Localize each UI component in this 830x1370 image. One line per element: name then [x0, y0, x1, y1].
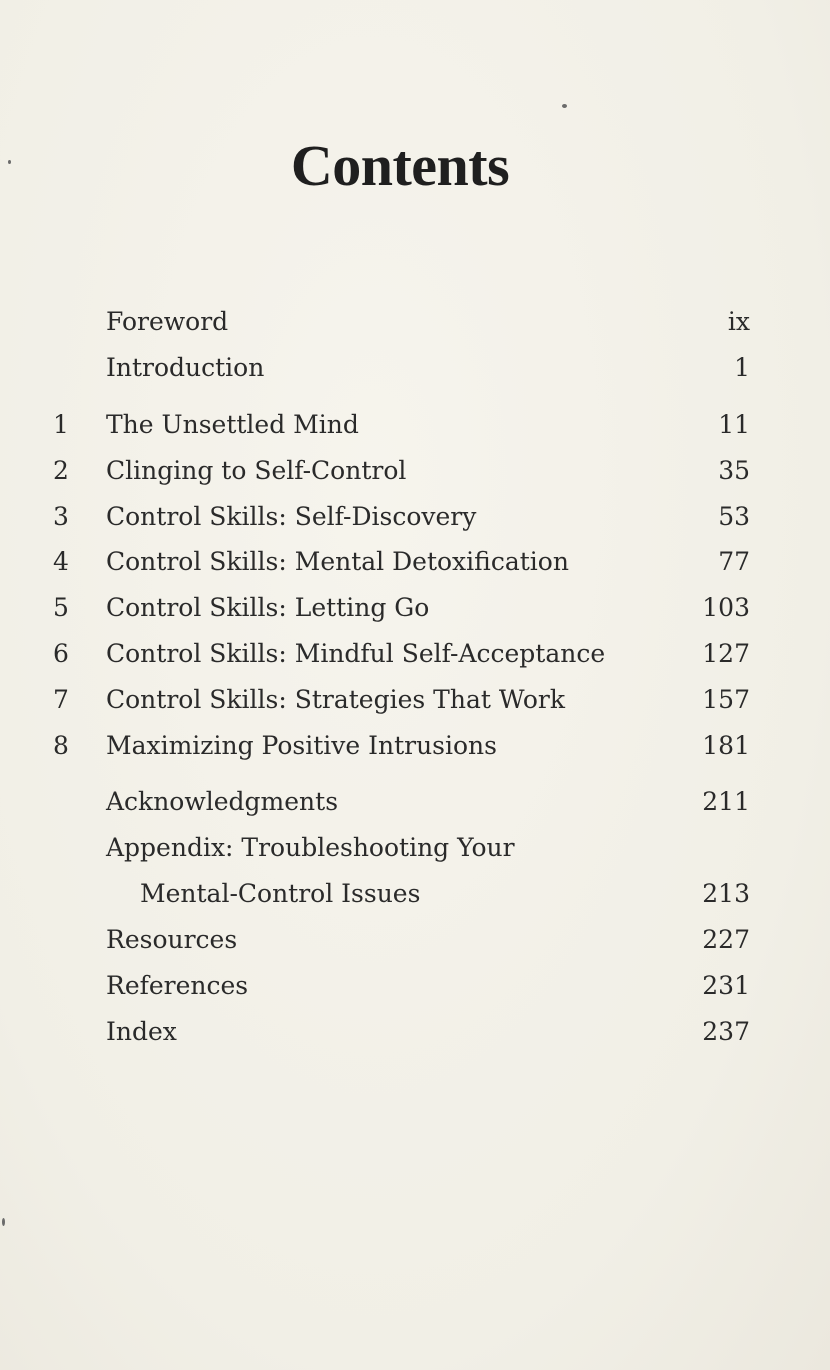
- chapter-number: 1: [53, 410, 69, 439]
- chapter-number: 5: [53, 593, 69, 622]
- toc-entry-label: References: [106, 971, 249, 1000]
- toc-entry-label: Acknowledgments: [106, 787, 339, 816]
- toc-entry-page: 181: [702, 731, 750, 760]
- toc-entry-appendix-continued[interactable]: [0, 874, 830, 914]
- toc-entry-label: Appendix: Troubleshooting Your: [106, 833, 515, 862]
- toc-entry-label: Maximizing Positive Intrusions: [106, 731, 497, 760]
- toc-chapter-2[interactable]: [0, 451, 830, 491]
- toc-entry-label: Control Skills: Letting Go: [106, 593, 430, 622]
- page-title: Contents: [290, 133, 510, 198]
- toc-entry-page: 11: [718, 410, 750, 439]
- paper-speck: [562, 104, 567, 108]
- toc-entry-label: Clinging to Self-Control: [106, 456, 407, 485]
- toc-entry-page: 157: [702, 685, 750, 714]
- toc-entry-page: 103: [702, 593, 750, 622]
- toc-entry-page: 231: [702, 971, 750, 1000]
- toc-chapter-4[interactable]: [0, 542, 830, 582]
- toc-entry-page: 237: [702, 1017, 750, 1046]
- toc-chapter-6[interactable]: [0, 634, 830, 674]
- toc-entry-label: Control Skills: Mental Detoxification: [106, 547, 569, 576]
- toc-entry-foreword[interactable]: [0, 302, 830, 342]
- toc-entry-acknowledgments[interactable]: [0, 782, 830, 822]
- toc-entry-page: 213: [702, 879, 750, 908]
- toc-entry-label: Index: [106, 1017, 177, 1046]
- toc-entry-page: 127: [702, 639, 750, 668]
- toc-chapter-1[interactable]: [0, 405, 830, 445]
- chapter-number: 7: [53, 685, 69, 714]
- toc-entry-label-continuation: Mental-Control Issues: [140, 879, 421, 908]
- toc-entry-label: Control Skills: Strategies That Work: [106, 685, 565, 714]
- chapter-number: 6: [53, 639, 69, 668]
- toc-entry-page: 53: [718, 502, 750, 531]
- toc-entry-label: Resources: [106, 925, 238, 954]
- toc-entry-references[interactable]: [0, 966, 830, 1006]
- toc-chapter-7[interactable]: [0, 680, 830, 720]
- toc-entry-label: Control Skills: Mindful Self-Acceptance: [106, 639, 606, 668]
- chapter-number: 8: [53, 731, 69, 760]
- toc-entry-index[interactable]: [0, 1012, 830, 1052]
- chapter-number: 2: [53, 456, 69, 485]
- toc-entry-page: ix: [727, 307, 750, 336]
- chapter-number: 3: [53, 502, 69, 531]
- toc-entry-page: 227: [702, 925, 750, 954]
- chapter-number: 4: [53, 547, 69, 576]
- paper-speck: [2, 1218, 5, 1226]
- toc-chapter-3[interactable]: [0, 497, 830, 537]
- toc-entry-appendix[interactable]: [0, 828, 830, 868]
- toc-entry-label: Introduction: [106, 353, 265, 382]
- toc-entry-label: The Unsettled Mind: [106, 410, 359, 439]
- toc-entry-label: Control Skills: Self-Discovery: [106, 502, 477, 531]
- toc-chapter-8[interactable]: [0, 726, 830, 766]
- toc-entry-label: Foreword: [106, 307, 229, 336]
- toc-entry-page: 1: [734, 353, 750, 382]
- toc-entry-page: 211: [702, 787, 750, 816]
- toc-entry-page: 35: [718, 456, 750, 485]
- toc-entry-resources[interactable]: [0, 920, 830, 960]
- toc-entry-page: 77: [718, 547, 750, 576]
- toc-chapter-5[interactable]: [0, 588, 830, 628]
- toc-entry-introduction[interactable]: [0, 348, 830, 388]
